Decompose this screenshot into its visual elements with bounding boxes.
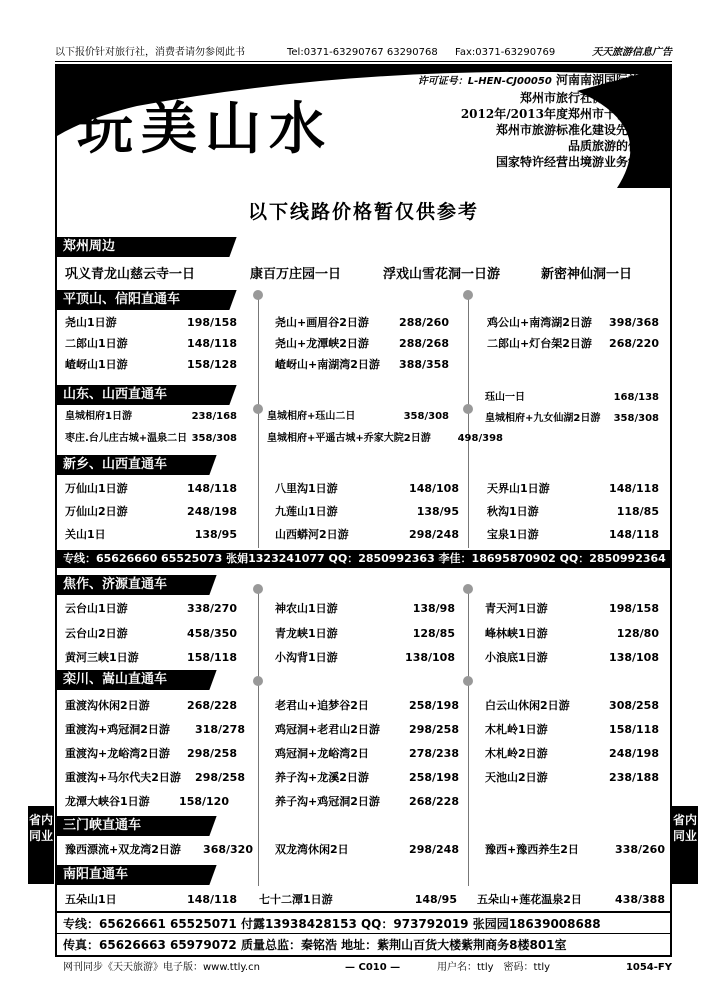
column-divider (468, 586, 469, 886)
route-row: 万仙山2日游 248/198 (65, 505, 237, 518)
divider-dot (463, 676, 473, 686)
route-row: 皇城相府+平遥古城+乔家大院2日游 498/398 (267, 433, 503, 444)
route-row: 万仙山1日游 148/118 (65, 482, 237, 495)
main-frame (55, 64, 672, 957)
route-row: 五朵山1日 148/118 (65, 893, 237, 906)
header (57, 66, 670, 188)
side-label-left: 省内同业 (28, 806, 54, 884)
route-row: 青天河1日游 198/158 (485, 602, 659, 615)
section-shandong: 山东、山西直通车 (57, 385, 227, 405)
divider-dot (253, 290, 263, 300)
section-nanyang: 南阳直通车 (57, 865, 207, 885)
route-row: 天界山1日游 148/118 (487, 482, 659, 495)
bottom-bar (55, 960, 672, 976)
route-row: 重渡沟+龙峪湾2日游 298/258 (65, 747, 237, 760)
route-row: 木札岭2日游 248/198 (485, 747, 659, 760)
route-row: 重渡沟休闲2日游 268/228 (65, 699, 237, 712)
column-divider (468, 294, 469, 548)
logo-text: 玩美山水 (77, 96, 333, 162)
section-luanchuan: 栾川、嵩山直通车 (57, 670, 207, 690)
route-row: 尧山1日游 198/158 (65, 316, 237, 329)
route-row: 重渡沟+鸡冠洞2日游 318/278 (65, 723, 245, 736)
agency-notice: 以下报价针对旅行社，消费者请勿参阅此书 (55, 47, 245, 58)
route-row: 鸡公山+南湾湖2日游 398/368 (487, 316, 659, 329)
route-row: 鸡冠洞+老君山2日游 298/258 (275, 723, 459, 736)
tel-number: Tel:0371-63290767 63290768 (287, 47, 438, 58)
route-row: 尧山+龙潭峡2日游 288/268 (275, 337, 449, 350)
route-row: 二郎山+灯台架2日游 268/220 (487, 337, 659, 350)
route-row: 九莲山1日游 138/95 (275, 505, 459, 518)
route-row: 关山1日 138/95 (65, 528, 237, 541)
route-row: 神农山1日游 138/98 (275, 602, 455, 615)
route-row: 嵖岈山1日游 158/128 (65, 358, 237, 371)
route-row: 八里沟1日游 148/108 (275, 482, 459, 495)
divider-dot (463, 584, 473, 594)
route-item: 新密神仙洞一日 (541, 267, 633, 282)
route-row: 木札岭1日游 158/118 (485, 723, 659, 736)
route-row: 秋沟1日游 118/85 (487, 505, 659, 518)
route-row: 鸡冠洞+龙峪湾2日 278/238 (275, 747, 459, 760)
section-xinxiang: 新乡、山西直通车 (57, 455, 207, 475)
section-pingdingshan: 平顶山、信阳直通车 (57, 290, 227, 310)
route-row: 云台山2日游 458/350 (65, 627, 237, 640)
divider-dot (463, 404, 473, 414)
route-row: 山西蟒河2日游 298/248 (275, 528, 459, 541)
divider-dot (463, 290, 473, 300)
agency-line-1: 河南南湖国际旅行社 (555, 73, 664, 87)
section-zhengzhou: 郑州周边 (57, 237, 227, 257)
route-row: 重渡沟+马尔代夫2日游 298/258 (65, 771, 245, 784)
fax-number: Fax:0371-63290769 (455, 47, 556, 58)
license-number: 许可证号：L-HEN-CJ00050 (417, 76, 552, 87)
brand-label: 天天旅游信息广告 (592, 47, 672, 58)
route-row: 黄河三峡1日游 158/118 (65, 651, 237, 664)
divider-dot (253, 676, 263, 686)
route-row: 五朵山+莲花温泉2日 438/388 (477, 893, 665, 906)
route-row: 珏山一日 168/138 (485, 392, 659, 403)
divider-dot (253, 584, 263, 594)
route-row: 双龙湾休闲2日 298/248 (275, 843, 459, 856)
route-row: 龙潭大峡谷1日游 158/120 (65, 795, 229, 808)
issue-code: 1054-FY (625, 962, 672, 973)
route-row: 豫西+豫西养生2日 338/260 (485, 843, 665, 856)
agency-info (418, 72, 664, 170)
side-label-right: 省内同业 (672, 806, 698, 884)
section-jiaozuo: 焦作、济源直通车 (57, 575, 207, 595)
page-number: — C010 — (345, 962, 401, 973)
agency-line-4: 郑州市旅游标准化建设先进单位 (495, 123, 664, 137)
route-row: 豫西漂流+双龙湾2日游 368/320 (65, 843, 253, 856)
route-row: 峰林峡1日游 128/80 (485, 627, 659, 640)
route-row: 枣庄.台儿庄古城+温泉二日 358/308 (65, 433, 237, 444)
route-row: 宝泉1日游 148/118 (487, 528, 659, 541)
route-row: 天池山2日游 238/188 (485, 771, 659, 784)
route-row: 皇城相府1日游 238/168 (65, 411, 237, 422)
hotline-2: 专线：65626661 65525071 付露13938428153 QQ：973792019 张园园18639008688 (57, 911, 670, 935)
hotline-1: 专线：65626660 65525073 张娟13232410​77 QQ：2850992363 李佳：18695870902 QQ：2850992364 (57, 550, 670, 568)
route-row: 嵖岈山+南湖湾2日游 388/358 (275, 358, 449, 371)
column-divider (258, 586, 259, 886)
route-row: 小浪底1日游 138/108 (485, 651, 659, 664)
route-item: 巩义青龙山慈云寺一日 (65, 267, 196, 282)
agency-line-2: 郑州市旅行社协会会长单位 (519, 91, 664, 105)
divider-dot (253, 404, 263, 414)
agency-line-3: 2012年/2013年度郑州市十佳旅行社 (460, 107, 664, 121)
route-item: 康百万庄园一日 (250, 267, 342, 282)
price-notice: 以下线路价格暂仅供参考 (247, 201, 479, 223)
route-row: 尧山+画眉谷2日游 288/260 (275, 316, 449, 329)
route-row: 养子沟+龙溪2日游 258/198 (275, 771, 459, 784)
fax-address-line: 传真：65626663 65979072 质量总监：秦铭浩 地址：紫荆山百货大楼紫荆商务8楼801室 (57, 933, 670, 956)
route-row: 老君山+追梦谷2日 258/198 (275, 699, 459, 712)
route-row: 云台山1日游 338/270 (65, 602, 237, 615)
section-sanmenxia: 三门峡直通车 (57, 816, 207, 836)
online-sync: 网刊同步《天天旅游》电子版：www.ttly.cn (63, 962, 260, 973)
route-row: 白云山休闲2日游 308/258 (485, 699, 659, 712)
route-row: 皇城相府+九女仙湖2日游 358/308 (485, 413, 659, 424)
route-row: 七十二潭1日游 148/95 (259, 893, 457, 906)
route-row: 二郎山1日游 148/118 (65, 337, 237, 350)
agency-line-6: 国家特许经营出境游业务组团社 (495, 155, 664, 169)
login-info: 用户名：ttly 密码：ttly (437, 962, 551, 973)
top-bar (55, 44, 672, 62)
route-row: 皇城相府+珏山二日 358/308 (267, 411, 449, 422)
route-item: 浮戏山雪花洞一日游 (383, 267, 501, 282)
agency-line-5: 品质旅游的倡导者 (567, 139, 664, 153)
column-divider (258, 294, 259, 548)
route-row: 小沟背1日游 138/108 (275, 651, 455, 664)
route-row: 养子沟+鸡冠洞2日游 268/228 (275, 795, 459, 808)
route-row: 青龙峡1日游 128/85 (275, 627, 455, 640)
